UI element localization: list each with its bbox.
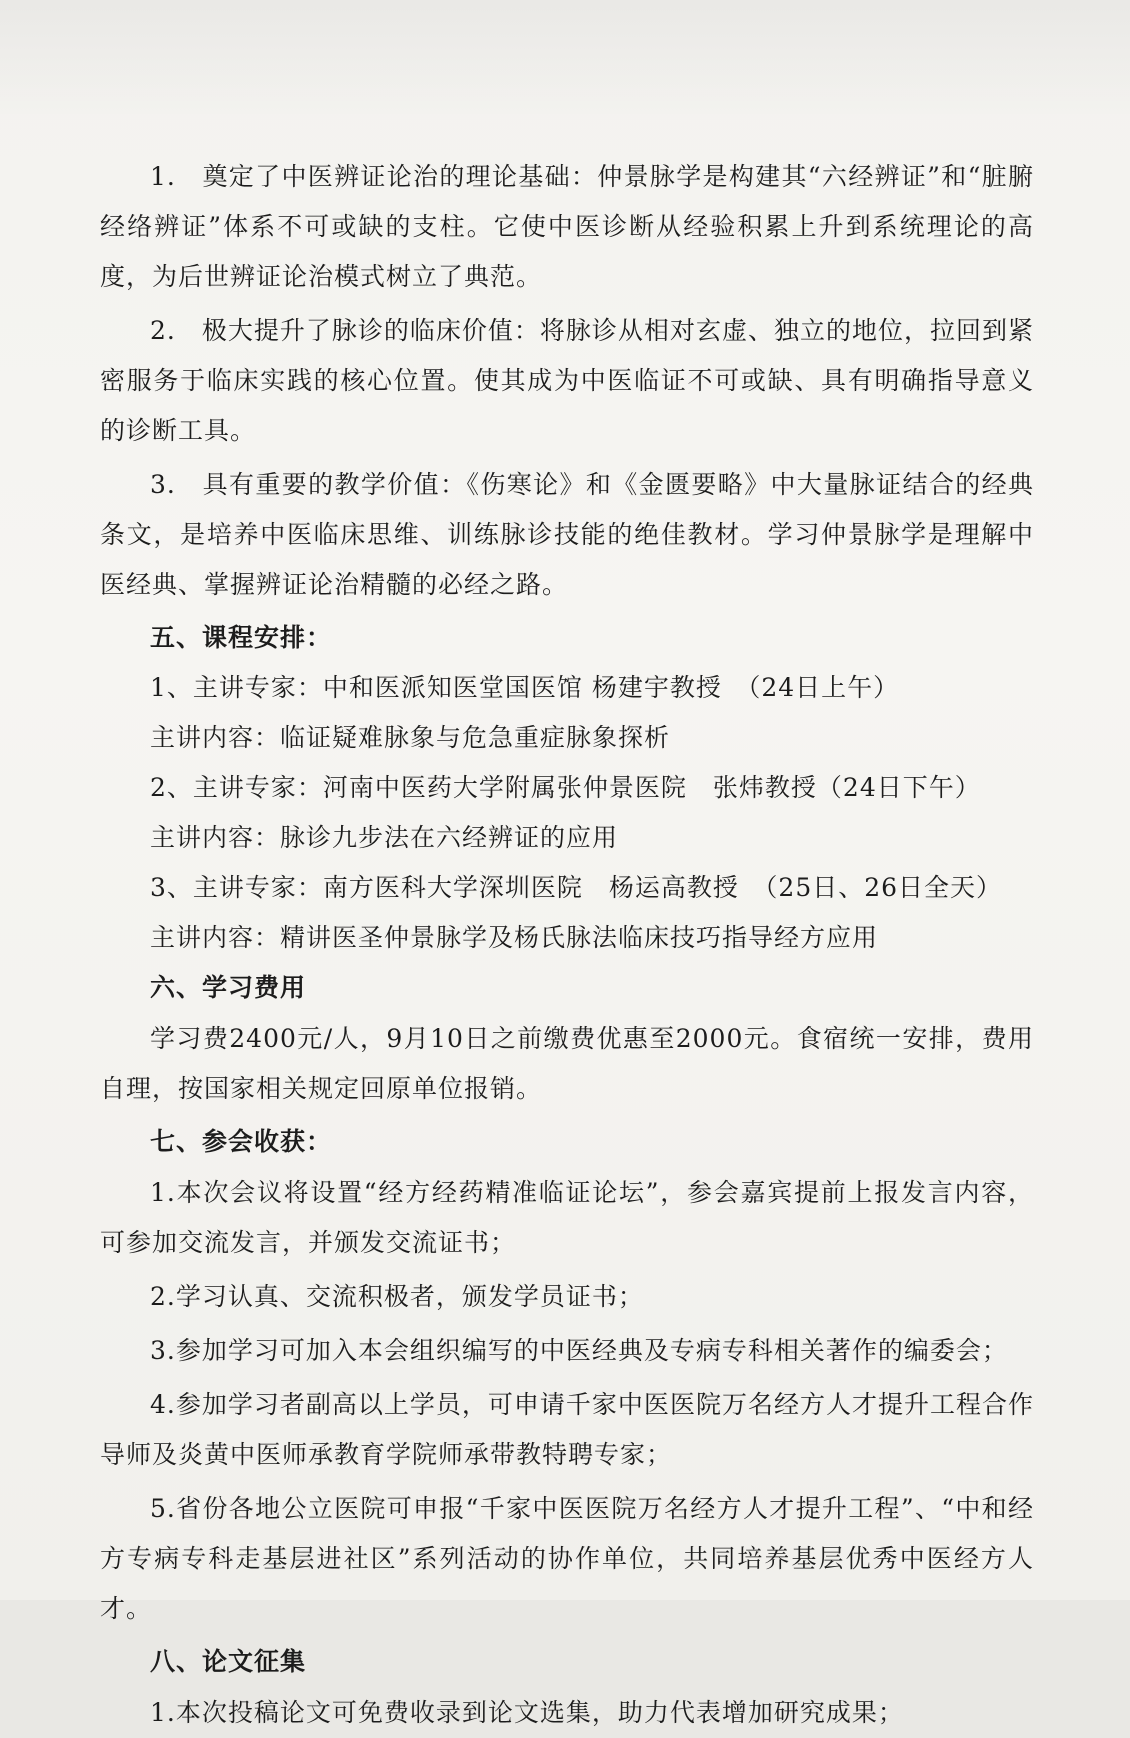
gains-section xyxy=(100,1118,1034,1634)
significance-item: 2. 极大提升了脉诊的临床价值：将脉诊从相对玄虚、独立的地位，拉回到紧密服务于临床实践的核心位置。使其成为中医临证不可或缺、具有明确指导意义的诊断工具。 xyxy=(100,316,1034,445)
course-content-3: 主讲内容：精讲医圣仲景脉学及杨氏脉法临床技巧指导经方应用 xyxy=(150,923,879,952)
gains-item: 4.参加学习者副高以上学员，可申请千家中医医院万名经方人才提升工程合作导师及炎黄中医师承教育学院师承带教特聘专家； xyxy=(100,1390,1034,1469)
gains-item: 1.本次会议将设置“经方经药精准临证论坛”，参会嘉宾提前上报发言内容，可参加交流发言，并颁发交流证书； xyxy=(100,1178,1034,1257)
course-expert-3: 3、主讲专家：南方医科大学深圳医院 杨运高教授 （25日、26日全天） xyxy=(150,873,1003,902)
course-section xyxy=(100,614,1034,962)
gains-item: 3.参加学习可加入本会组织编写的中医经典及专病专科相关著作的编委会； xyxy=(150,1336,1008,1365)
papers-item: 1.本次投稿论文可免费收录到论文选集，助力代表增加研究成果； xyxy=(150,1698,904,1727)
fees-heading: 六、学习费用 xyxy=(150,973,307,1002)
fees-section xyxy=(100,964,1034,1114)
gains-item: 2.学习认真、交流积极者，颁发学员证书； xyxy=(150,1282,644,1311)
course-expert-1: 1、主讲专家：中和医派知医堂国医馆 杨建宇教授 （24日上午） xyxy=(150,673,900,702)
gains-item: 5.省份各地公立医院可申报“千家中医医院万名经方人才提升工程”、“中和经方专病专科走基层进社区”系列活动的协作单位，共同培养基层优秀中医经方人才。 xyxy=(100,1494,1034,1623)
significance-item: 1. 奠定了中医辨证论治的理论基础：仲景脉学是构建其“六经辨证”和“脏腑经络辨证”体系不可或缺的支柱。它使中医诊断从经验积累上升到系统理论的高度，为后世辨证论治模式树立了典范。 xyxy=(100,162,1034,291)
course-content-1: 主讲内容：临证疑难脉象与危急重症脉象探析 xyxy=(150,723,671,752)
course-expert-2: 2、主讲专家：河南中医药大学附属张仲景医院 张炜教授（24日下午） xyxy=(150,773,981,802)
papers-heading: 八、论文征集 xyxy=(150,1647,307,1676)
significance-item: 3. 具有重要的教学价值：《伤寒论》和《金匮要略》中大量脉证结合的经典条文，是培养中医临床思维、训练脉诊技能的绝佳教材。学习仲景脉学是理解中医经典、掌握辨证论治精髓的必经之路。 xyxy=(100,470,1034,599)
significance-section xyxy=(100,152,1034,610)
fees-text: 学习费2400元/人，9月10日之前缴费优惠至2000元。食宿统一安排，费用自理，按国家相关规定回原单位报销。 xyxy=(100,1024,1034,1103)
course-content-2: 主讲内容：脉诊九步法在六经辨证的应用 xyxy=(150,823,619,852)
gains-heading: 七、参会收获： xyxy=(150,1127,333,1156)
papers-section xyxy=(100,1638,1034,1738)
page-shadow xyxy=(0,0,1130,120)
course-heading: 五、课程安排： xyxy=(150,623,333,652)
